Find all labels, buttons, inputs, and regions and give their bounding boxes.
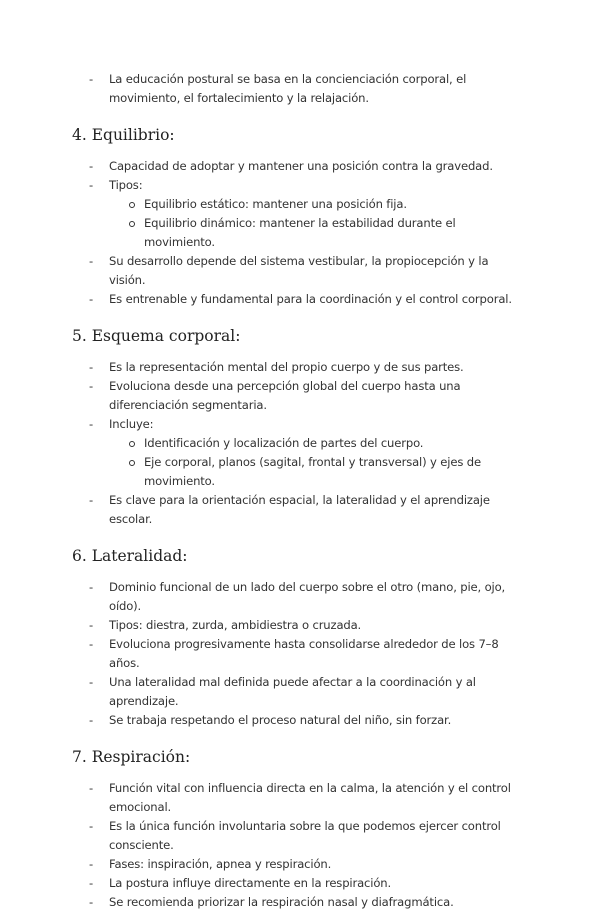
lateralidad-list — [72, 578, 520, 730]
list-item: - Es la única función involuntaria sobre la que podemos ejercer control consciente. — [89, 819, 501, 852]
list-item: - Es clave para la orientación espacial, la lateralidad y el aprendizaje escolar. — [89, 493, 490, 526]
esquema-corporal-list — [72, 358, 520, 529]
section-heading-equilibrio: 4. Equilibrio: — [72, 126, 175, 144]
sub-list-item: Equilibrio dinámico: mantener la estabilidad durante el movimiento. — [72, 214, 520, 252]
list-item: - Se recomienda priorizar la respiración nasal y diafragmática. — [89, 895, 454, 909]
list-item: - Se trabaja respetando el proceso natural del niño, sin forzar. — [89, 713, 452, 727]
equilibrio-list — [72, 157, 520, 309]
intro-list — [72, 70, 520, 108]
section-heading-lateralidad: 6. Lateralidad: — [72, 547, 188, 565]
list-item: - Dominio funcional de un lado del cuerpo sobre el otro (mano, pie, ojo, oído). — [89, 580, 506, 613]
list-item: - Evoluciona desde una percepción global del cuerpo hasta una diferenciación segmentaria. — [89, 379, 461, 412]
list-item: - Es la representación mental del propio cuerpo y de sus partes. — [89, 360, 464, 374]
section-heading-respiracion: 7. Respiración: — [72, 748, 191, 766]
list-item: - Tipos: — [89, 178, 143, 192]
list-item: - La postura influye directamente en la respiración. — [89, 876, 392, 890]
list-item: - Incluye: — [89, 417, 154, 431]
sub-list-item: Identificación y localización de partes del cuerpo. — [72, 434, 520, 453]
sub-list-item: Equilibrio estático: mantener una posición fija. — [72, 195, 520, 214]
list-item: - Fases: inspiración, apnea y respiración. — [89, 857, 332, 871]
list-item: - Su desarrollo depende del sistema vestibular, la propiocepción y la visión. — [89, 254, 489, 287]
list-item: - Tipos: diestra, zurda, ambidiestra o cruzada. — [89, 618, 362, 632]
sub-list-item: Eje corporal, planos (sagital, frontal y transversal) y ejes de movimiento. — [72, 453, 520, 491]
list-item: - Es entrenable y fundamental para la coordinación y el control corporal. — [89, 292, 512, 306]
list-item: - Una lateralidad mal definida puede afectar a la coordinación y al aprendizaje. — [89, 675, 476, 708]
list-item: - Capacidad de adoptar y mantener una posición contra la gravedad. — [89, 159, 493, 173]
section-heading-esquema-corporal: 5. Esquema corporal: — [72, 327, 241, 345]
list-item: - La educación postural se basa en la concienciación corporal, el movimiento, el fortalecimiento y la relajación. — [89, 72, 467, 105]
list-item: - Evoluciona progresivamente hasta consolidarse alrededor de los 7–8 años. — [89, 637, 499, 670]
list-item: - Función vital con influencia directa en la calma, la atención y el control emocional. — [89, 781, 511, 814]
respiracion-list — [72, 779, 520, 912]
